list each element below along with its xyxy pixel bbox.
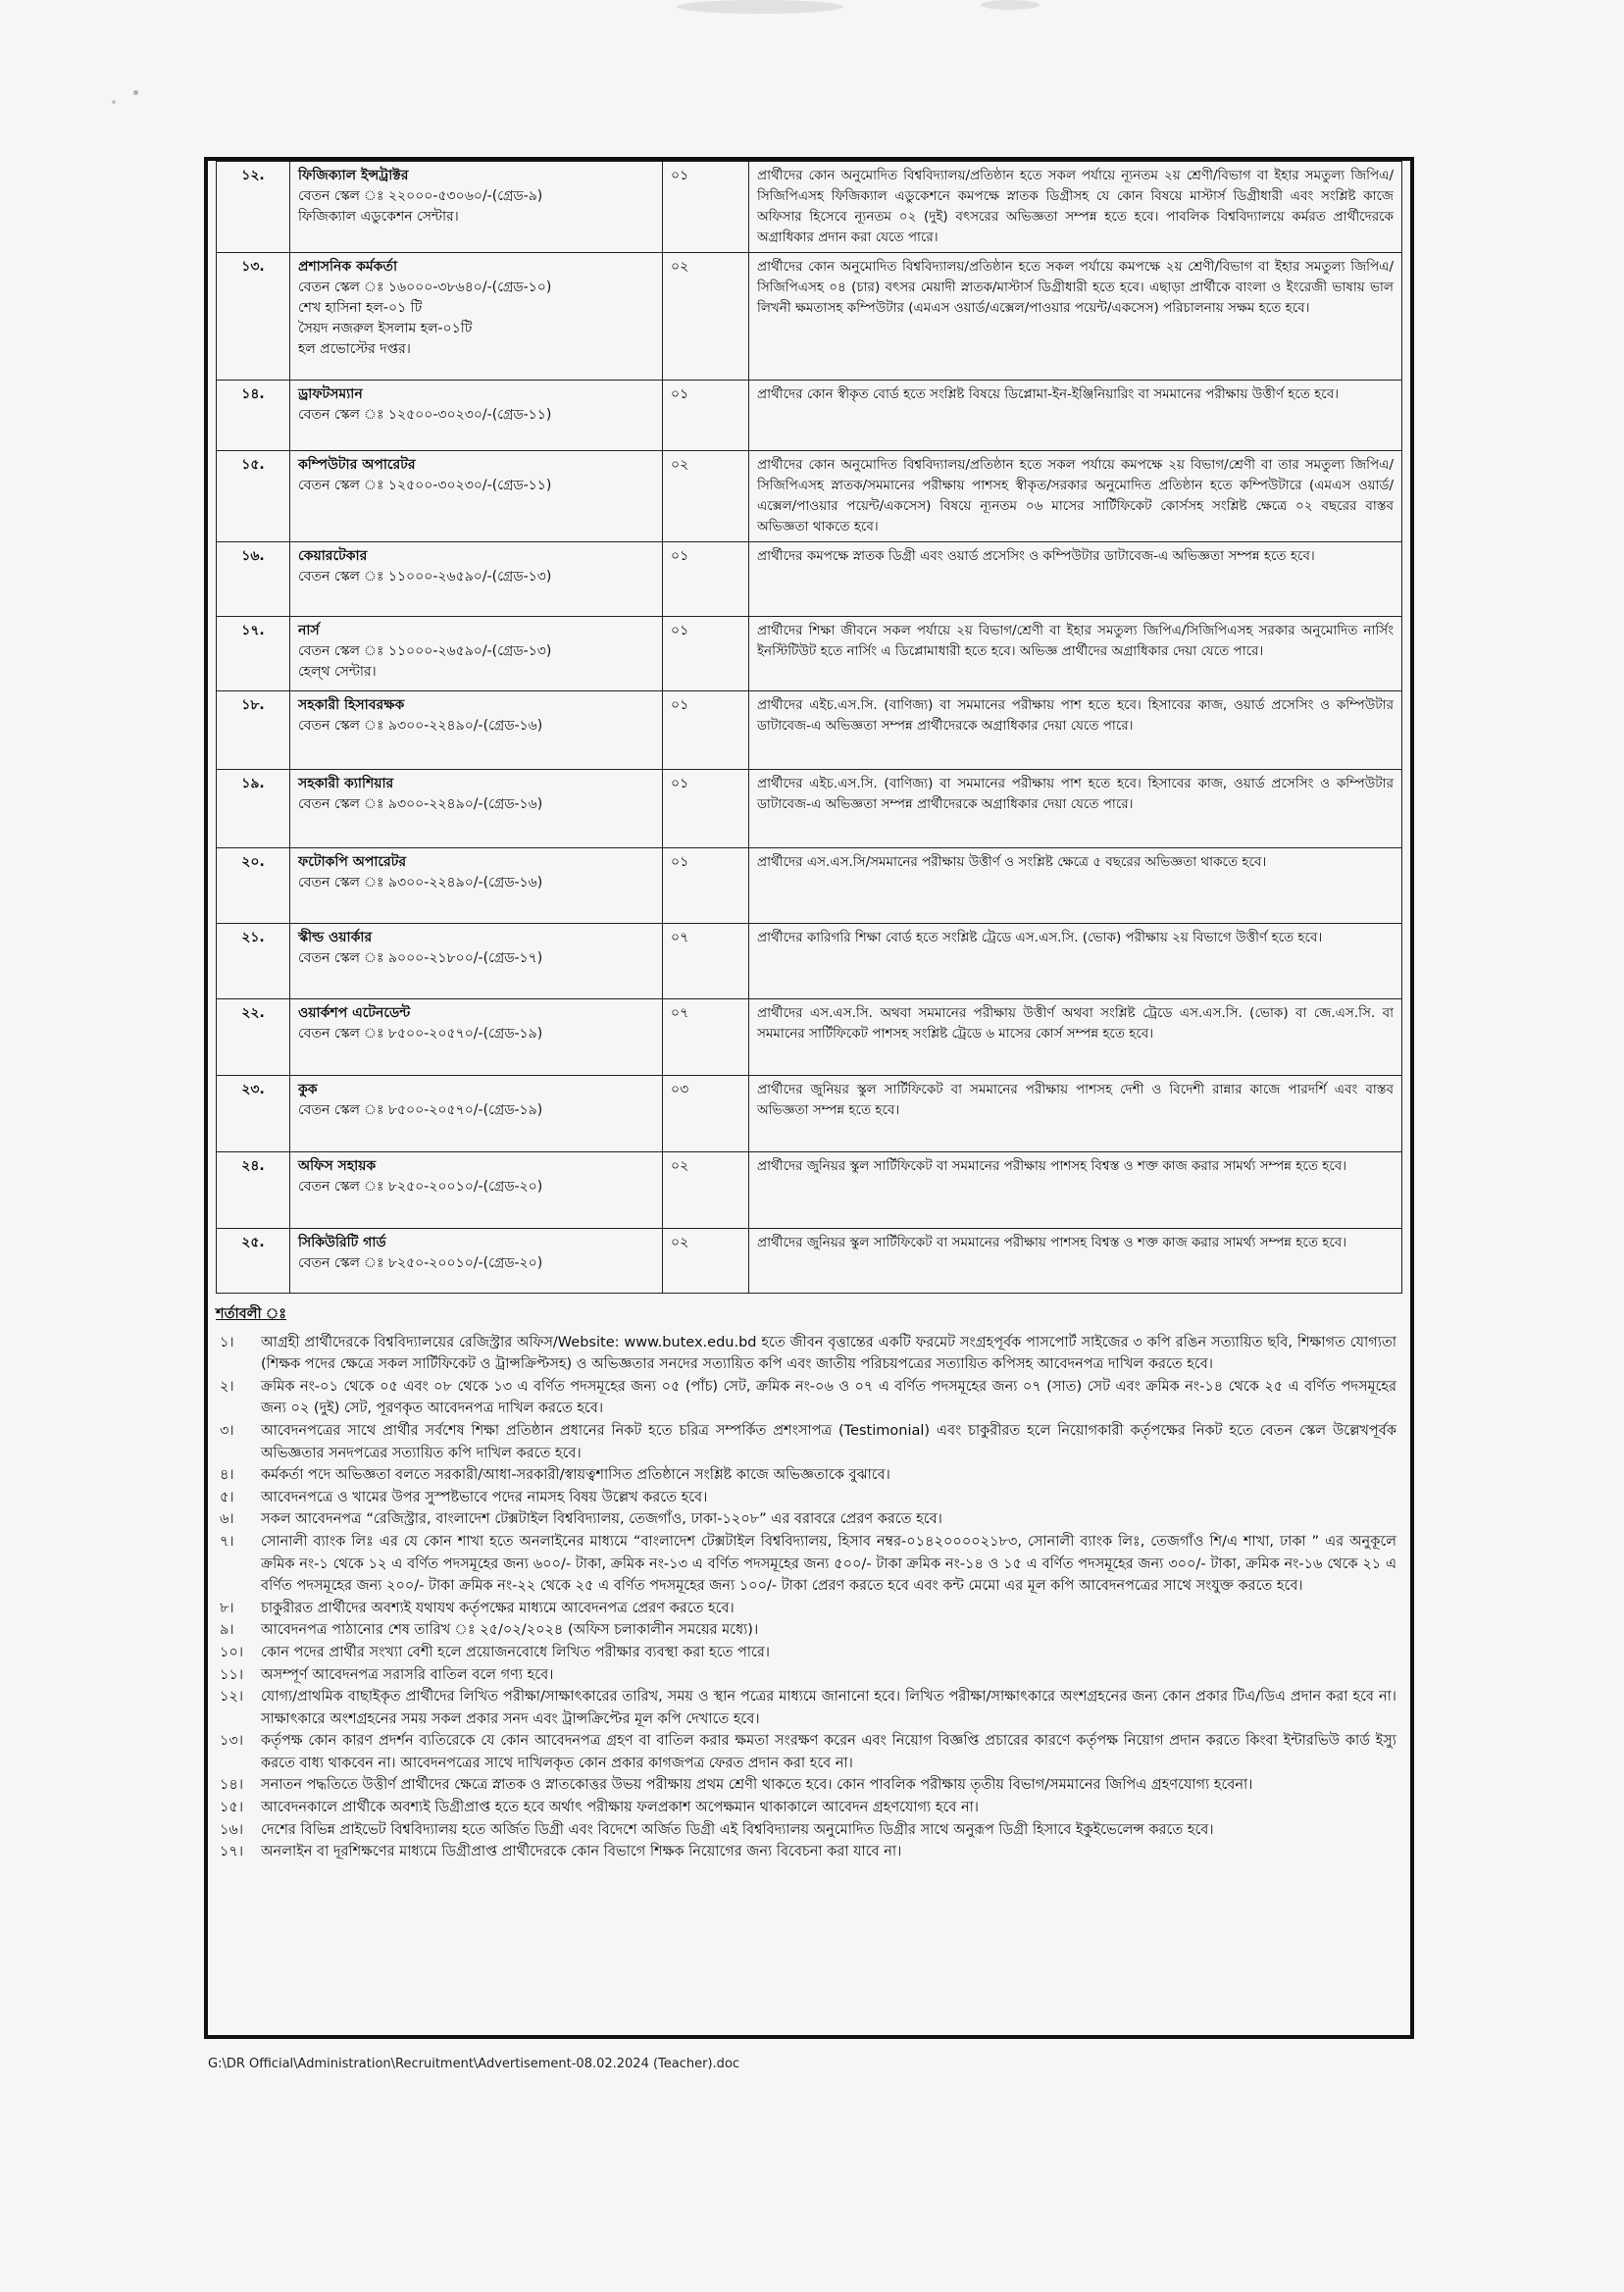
post-requirement: প্রার্থীদের কমপক্ষে স্নাতক ডিগ্রী এবং ওয়ার্ড প্রসেসিং ও কম্পিউটার ডাটাবেজ-এ অভিজ্ঞতা সম্পন্ন হতে হবে।	[749, 542, 1402, 617]
term-number: ৭।	[220, 1533, 234, 1550]
term-text: আগ্রহী প্রার্থীদেরকে বিশ্ববিদ্যালয়ের রেজিস্ট্রার অফিস/Website: www.butex.edu.bd হতে জীবন বৃত্তান্তের একটি ফরমেট সংগ্রহপূর্বক পাসপোর্ট সাইজের ৩ কপি রঙিন সত্যায়িত ছবি, শিক্ষাগত যোগ্যতা (শিক্ষক পদের ক্ষেত্রে সকল সার্টিফিকেট ও ট্রান্সক্রিপ্টসহ) ও অভিজ্ঞতার সনদের সত্যায়িত কপি এবং জাতীয় পরিচয়পত্রের সত্যায়িত কপিসহ আবেদনপত্র দাখিল করতে হবে।	[261, 1334, 1396, 1373]
post-detail-line: বেতন স্কেল ঃ ৯০০০-২১৮০০/-(গ্রেড-১৭)	[298, 950, 543, 966]
post-serial: ১৮.	[217, 691, 290, 770]
post-title: ওয়ার্কশপ এটেনডেন্ট	[298, 1005, 411, 1021]
post-cell	[290, 451, 663, 542]
post-title: ড্রাফটসম্যান	[298, 386, 363, 402]
term-number: ১৭।	[220, 1844, 244, 1860]
table-row	[217, 542, 1402, 617]
post-requirement: প্রার্থীদের জুনিয়র স্কুল সার্টিফিকেট বা সমমানের পরীক্ষায় পাশসহ বিশ্বস্ত ও শক্ত কাজ করার সামর্থ্য সম্পন্ন হতে হবে।	[749, 1229, 1402, 1294]
term-item	[216, 1642, 1402, 1664]
post-count: ০১	[663, 542, 749, 617]
table-row	[217, 999, 1402, 1076]
post-cell	[290, 253, 663, 381]
post-serial: ২৫.	[217, 1229, 290, 1294]
post-serial: ১৩.	[217, 253, 290, 381]
post-cell	[290, 770, 663, 848]
post-title: নার্স	[298, 623, 320, 638]
term-item	[216, 1420, 1402, 1464]
post-serial: ২২.	[217, 999, 290, 1076]
post-serial: ১২.	[217, 162, 290, 253]
term-text: চাকুরীরত প্রার্থীদের অবশ্যই যথাযথ কর্তৃপক্ষের মাধ্যমে আবেদনপত্র প্রেরণ করতে হবে।	[261, 1600, 735, 1616]
term-number: ৯।	[220, 1622, 234, 1639]
term-text: সনাতন পদ্ধতিতে উত্তীর্ণ প্রার্থীদের ক্ষেত্রে স্নাতক ও স্নাতকোত্তর উভয় পরীক্ষায় প্রথম শ্রেণী থাকতে হবে। কোন পাবলিক পরীক্ষায় তৃতীয় বিভাগ/সমমানের জিপিএ গ্রহণযোগ্য হবেনা।	[261, 1777, 1253, 1794]
post-detail-line: বেতন স্কেল ঃ ৮২৫০-২০০১০/-(গ্রেড-২০)	[298, 1179, 543, 1195]
post-cell	[290, 542, 663, 617]
post-count: ০২	[663, 451, 749, 542]
post-detail-line: হল প্রভোস্টের দপ্তর।	[298, 341, 411, 357]
term-number: ১৫।	[220, 1800, 244, 1816]
post-serial: ১৪.	[217, 381, 290, 451]
post-serial: ২১.	[217, 924, 290, 999]
post-title: প্রশাসনিক কর্মকর্তা	[298, 259, 397, 275]
post-cell	[290, 162, 663, 253]
post-serial: ১৯.	[217, 770, 290, 848]
term-item	[216, 1487, 1402, 1509]
post-detail-line: বেতন স্কেল ঃ ৮২৫০-২০০১০/-(গ্রেড-২০)	[298, 1255, 543, 1271]
term-text: কোন পদের প্রার্থীর সংখ্যা বেশী হলে প্রয়োজনবোধে লিখিত পরীক্ষার ব্যবস্থা করা হতে পারে।	[261, 1644, 770, 1660]
table-row	[217, 770, 1402, 848]
post-count: ০২	[663, 1229, 749, 1294]
post-requirement: প্রার্থীদের কোন অনুমোদিত বিশ্ববিদ্যালয়/প্রতিষ্ঠান হতে সকল পর্যায়ে ন্যূনতম ২য় শ্রেণী/বিভাগ বা ইহার সমতুল্য জিপিএ/সিজিপিএসহ ফিজিক্যাল এডুকেশনে কমপক্ষে স্নাতক ডিগ্রীসহ যে কোন বিষয়ে মাস্টার্স ডিগ্রীধারী এবং সংশ্লিষ্ট কাজে অফিসার হিসেবে ন্যূনতম ০২ (দুই) বৎসরের অভিজ্ঞতা সম্পন্ন হতে হবে। পাবলিক বিশ্ববিদ্যালয়ে কর্মরত প্রার্থীদেরকে অগ্রাধিকার প্রদান করা যেতে পারে।	[749, 162, 1402, 253]
scan-smudge	[133, 90, 138, 95]
post-title: সহকারী ক্যাশিয়ার	[298, 776, 394, 791]
table-row	[217, 162, 1402, 253]
post-count: ০৭	[663, 999, 749, 1076]
term-item	[216, 1819, 1402, 1842]
term-text: আবেদনপত্র পাঠানোর শেষ তারিখ ঃ ২৫/০২/২০২৪ (অফিস চলাকালীন সময়ের মধ্যে)।	[261, 1622, 759, 1639]
posts-table	[216, 161, 1402, 1294]
term-number: ১১।	[220, 1666, 244, 1683]
post-title: কম্পিউটার অপারেটর	[298, 457, 416, 473]
post-detail-line: বেতন স্কেল ঃ ৮৫০০-২০৫৭০/-(গ্রেড-১৯)	[298, 1102, 543, 1118]
post-cell	[290, 1152, 663, 1229]
post-title: কেয়ারটেকার	[298, 548, 368, 564]
term-item	[216, 1598, 1402, 1620]
scan-smudge	[677, 0, 843, 14]
table-row	[217, 1076, 1402, 1152]
term-text: অসম্পূর্ণ আবেদনপত্র সরাসরি বাতিল বলে গণ্য হবে।	[261, 1666, 554, 1683]
post-detail-line: বেতন স্কেল ঃ ১১০০০-২৬৫৯০/-(গ্রেড-১৩)	[298, 569, 552, 585]
term-item	[216, 1619, 1402, 1642]
post-requirement: প্রার্থীদের কোন অনুমোদিত বিশ্ববিদ্যালয়/প্রতিষ্ঠান হতে সকল পর্যায়ে কমপক্ষে ২য় বিভাগ/শ্রেণী বা তার সমতুল্য জিপিএ/সিজিপিএসহ স্নাতক/সমমানের পরীক্ষায় পাশসহ স্বীকৃত/সরকার অনুমোদিত প্রতিষ্ঠান হতে কম্পিউটারে (এমএস ওয়ার্ড/এক্সেল/পাওয়ার পয়েন্ট/একসেস) বিষয়ে ন্যূনতম ০৬ মাসের সার্টিফিকেট কোর্সসহ সংশ্লিষ্ট ক্ষেত্রে ০২ বছরের বাস্তব অভিজ্ঞতা থাকতে হবে।	[749, 451, 1402, 542]
term-text: আবেদনপত্রের সাথে প্রার্থীর সর্বশেষ শিক্ষা প্রতিষ্ঠান প্রধানের নিকট হতে চরিত্র সম্পর্কিত প্রশংসাপত্র (Testimonial) এবং চাকুরীরত হলে নিয়োগকারী কর্তৃপক্ষের নিকট হতে বেতন স্কেল উল্লেখপূর্বক অভিজ্ঞতার সনদপত্রের সত্যায়িত কপি দাখিল করতে হবে।	[261, 1422, 1396, 1461]
post-serial: ২০.	[217, 848, 290, 924]
post-count: ০২	[663, 253, 749, 381]
post-count: ০২	[663, 1152, 749, 1229]
post-detail-line: হেল্থ সেন্টার।	[298, 664, 377, 680]
term-number: ১।	[220, 1334, 234, 1350]
post-detail-line: বেতন স্কেল ঃ ১৬০০০-৩৮৬৪০/-(গ্রেড-১০)	[298, 280, 552, 295]
post-title: সহকারী হিসাবরক্ষক	[298, 697, 405, 713]
term-number: ৩।	[220, 1422, 234, 1439]
term-item	[216, 1464, 1402, 1487]
term-item	[216, 1841, 1402, 1863]
terms-section	[216, 1303, 1402, 1863]
post-detail-line: বেতন স্কেল ঃ ৯৩০০-২২৪৯০/-(গ্রেড-১৬)	[298, 718, 543, 734]
post-detail-line: সৈয়দ নজরুল ইসলাম হল-০১টি	[298, 321, 473, 336]
post-title: স্কীল্ড ওয়ার্কার	[298, 930, 373, 945]
table-row	[217, 381, 1402, 451]
post-requirement: প্রার্থীদের শিক্ষা জীবনে সকল পর্যায়ে ২য় বিভাগ/শ্রেণী বা ইহার সমতুল্য জিপিএ/সিজিপিএসহ সরকার অনুমোদিত নার্সিং ইনস্টিটিউট হতে নার্সিং এ ডিপ্লোমাধারী হতে হবে। অভিজ্ঞ প্রার্থীদের অগ্রাধিকার দেয়া যেতে পারে।	[749, 617, 1402, 691]
post-title: ফিজিক্যাল ইন্সট্রাক্টর	[298, 168, 409, 183]
terms-heading: শর্তাবলী ঃ	[216, 1306, 287, 1322]
post-detail-line: বেতন স্কেল ঃ ৮৫০০-২০৫৭০/-(গ্রেড-১৯)	[298, 1026, 543, 1042]
post-count: ০১	[663, 617, 749, 691]
term-number: ৬।	[220, 1511, 234, 1528]
post-cell	[290, 1076, 663, 1152]
term-text: কর্মকর্তা পদে অভিজ্ঞতা বলতে সরকারী/আধা-সরকারী/স্বায়ত্বশাসিত প্রতিষ্ঠানে সংশ্লিষ্ট কাজে অভিজ্ঞতাকে বুঝাবে।	[261, 1467, 890, 1484]
term-item	[216, 1774, 1402, 1797]
post-serial: ২৩.	[217, 1076, 290, 1152]
post-requirement: প্রার্থীদের এস.এস.সি/সমমানের পরীক্ষায় উত্তীর্ণ ও সংশ্লিষ্ট ক্ষেত্রে ৫ বছরের অভিজ্ঞতা থাকতে হবে।	[749, 848, 1402, 924]
post-title: ফটোকপি অপারেটর	[298, 854, 407, 870]
scan-smudge	[112, 100, 116, 104]
post-cell	[290, 848, 663, 924]
table-row	[217, 924, 1402, 999]
post-title: অফিস সহায়ক	[298, 1158, 377, 1174]
term-text: আবেদনপত্রে ও খামের উপর সুস্পষ্টভাবে পদের নামসহ বিষয় উল্লেখ করতে হবে।	[261, 1489, 708, 1505]
post-serial: ২৪.	[217, 1152, 290, 1229]
term-text: কর্তৃপক্ষ কোন কারণ প্রদর্শন ব্যতিরেকে যে কোন আবেদনপত্র গ্রহণ বা বাতিল করার ক্ষমতা সংরক্ষণ করেন এবং নিয়োগ বিজ্ঞপ্তি প্রচারের কারণে কর্তৃপক্ষ নিয়োগ প্রদান করতে কিংবা ইন্টারভিউ কার্ড ইস্যু করতে বাধ্য থাকবেন না। আবেদনপত্রের সাথে দাখিলকৃত কোন প্রকার কাগজপত্র ফেরত প্রদান করা হবে না।	[261, 1733, 1396, 1771]
term-number: ৮।	[220, 1600, 234, 1616]
post-detail-line: বেতন স্কেল ঃ ৯৩০০-২২৪৯০/-(গ্রেড-১৬)	[298, 796, 543, 812]
term-item	[216, 1508, 1402, 1531]
post-cell	[290, 617, 663, 691]
post-cell	[290, 381, 663, 451]
term-item	[216, 1376, 1402, 1420]
post-requirement: প্রার্থীদের এইচ.এস.সি. (বাণিজ্য) বা সমমানের পরীক্ষায় পাশ হতে হবে। হিসাবের কাজ, ওয়ার্ড প্রসেসিং ও কম্পিউটার ডাটাবেজ-এ অভিজ্ঞতা সম্পন্ন প্রার্থীদেরকে অগ্রাধিকার দেয়া যেতে পারে।	[749, 770, 1402, 848]
post-count: ০১	[663, 691, 749, 770]
term-item	[216, 1332, 1402, 1376]
document-frame	[204, 157, 1414, 2039]
post-requirement: প্রার্থীদের জুনিয়র স্কুল সার্টিফিকেট বা সমমানের পরীক্ষায় পাশসহ দেশী ও বিদেশী রান্নার কাজে পারদর্শি এবং বাস্তব অভিজ্ঞতা সম্পন্ন হতে হবে।	[749, 1076, 1402, 1152]
post-count: ০১	[663, 770, 749, 848]
post-count: ০১	[663, 848, 749, 924]
post-cell	[290, 999, 663, 1076]
table-row	[217, 253, 1402, 381]
post-detail-line: বেতন স্কেল ঃ ১২৫০০-৩০২৩০/-(গ্রেড-১১)	[298, 407, 552, 423]
post-title: সিকিউরিটি গার্ড	[298, 1235, 386, 1250]
term-number: ১০।	[220, 1644, 244, 1660]
file-path-footer: G:\DR Official\Administration\Recruitment\Advertisement-08.02.2024 (Teacher).doc	[208, 2057, 740, 2071]
post-detail-line: বেতন স্কেল ঃ ২২০০০-৫৩০৬০/-(গ্রেড-৯)	[298, 188, 543, 204]
post-count: ০৭	[663, 924, 749, 999]
post-serial: ১৬.	[217, 542, 290, 617]
term-item	[216, 1686, 1402, 1730]
term-item	[216, 1730, 1402, 1774]
scan-smudge	[981, 0, 1040, 10]
table-row	[217, 1152, 1402, 1229]
table-row	[217, 451, 1402, 542]
post-title: কুক	[298, 1082, 318, 1097]
term-number: ২।	[220, 1378, 234, 1395]
term-item	[216, 1531, 1402, 1598]
post-serial: ১৭.	[217, 617, 290, 691]
term-number: ১৩।	[220, 1733, 244, 1750]
term-text: আবেদনকালে প্রার্থীকে অবশ্যই ডিগ্রীপ্রাপ্ত হতে হবে অর্থাৎ পরীক্ষায় ফলপ্রকাশ অপেক্ষমান থাকাকালে আবেদন গ্রহণযোগ্য হবে না।	[261, 1800, 979, 1816]
term-text: অনলাইন বা দূরশিক্ষণের মাধ্যমে ডিগ্রীপ্রাপ্ত প্রার্থীদেরকে কোন বিভাগে শিক্ষক নিয়োগের জন্য বিবেচনা করা যাবে না।	[261, 1844, 902, 1860]
post-cell	[290, 691, 663, 770]
term-text: যোগ্য/প্রাথমিক বাছাইকৃত প্রার্থীদের লিখিত পরীক্ষা/সাক্ষাৎকারের তারিখ, সময় ও স্থান পত্রের মাধ্যমে জানানো হবে। লিখিত পরীক্ষা/সাক্ষাৎকারে অংশগ্রহনের জন্য কোন প্রকার টিএ/ডিএ প্রদান করা হবে না। সাক্ষাৎকারে অংশগ্রহনের সময় সকল প্রকার সনদ এবং ট্রান্সক্রিপ্টের মূল কপি দেখাতে হবে।	[261, 1689, 1396, 1727]
table-row	[217, 691, 1402, 770]
post-count: ০১	[663, 381, 749, 451]
post-detail-line: বেতন স্কেল ঃ ৯৩০০-২২৪৯০/-(গ্রেড-১৬)	[298, 875, 543, 891]
post-count: ০১	[663, 162, 749, 253]
post-serial: ১৫.	[217, 451, 290, 542]
post-detail-line: শেখ হাসিনা হল-০১ টি	[298, 300, 423, 316]
post-requirement: প্রার্থীদের এইচ.এস.সি. (বাণিজ্য) বা সমমানের পরীক্ষায় পাশ হতে হবে। হিসাবের কাজ, ওয়ার্ড প্রসেসিং ও কম্পিউটার ডাটাবেজ-এ অভিজ্ঞতা সম্পন্ন প্রার্থীদেরকে অগ্রাধিকার দেয়া যেতে পারে।	[749, 691, 1402, 770]
term-item	[216, 1797, 1402, 1819]
post-requirement: প্রার্থীদের কারিগরি শিক্ষা বোর্ড হতে সংশ্লিষ্ট ট্রেডে এস.এস.সি. (ভোক) পরীক্ষায় ২য় বিভাগে উত্তীর্ণ হতে হবে।	[749, 924, 1402, 999]
post-count: ০৩	[663, 1076, 749, 1152]
table-row	[217, 1229, 1402, 1294]
table-row	[217, 848, 1402, 924]
post-cell	[290, 1229, 663, 1294]
term-item	[216, 1664, 1402, 1687]
term-number: ১৪।	[220, 1777, 244, 1794]
term-number: ৪।	[220, 1467, 234, 1484]
term-text: সোনালী ব্যাংক লিঃ এর যে কোন শাখা হতে অনলাইনের মাধ্যমে “বাংলাদেশ টেক্সটাইল বিশ্ববিদ্যালয়, হিসাব নম্বর-০১৪২০০০০২১৮৩, সোনালী ব্যাংক লিঃ, তেজগাঁও শি/এ শাখা, ঢাকা ” এর অনুকূলে ক্রমিক নং-১ থেকে ১২ এ বর্ণিত পদসমূহের জন্য ৬০০/- টাকা, ক্রমিক নং-১৩ এ বর্ণিত পদসমূহের জন্য ৫০০/- টাকা ক্রমিক নং-১৪ ও ১৫ এ বর্ণিত পদসমূহের জন্য ৩০০/- টাকা, ক্রমিক নং-১৬ থেকে ২১ এ বর্ণিত পদসমূহের জন্য ২০০/- টাকা ক্রমিক নং-২২ থেকে ২৫ এ বর্ণিত পদসমূহের জন্য ১০০/- টাকা প্রেরণ করতে হবে এবং কন্ট মেমো এর মূল কপি আবেদনপত্রের সাথে সংযুক্ত করতে হবে।	[261, 1533, 1396, 1595]
term-number: ১৬।	[220, 1821, 244, 1838]
post-detail-line: বেতন স্কেল ঃ ১২৫০০-৩০২৩০/-(গ্রেড-১১)	[298, 478, 552, 493]
post-cell	[290, 924, 663, 999]
post-detail-line: বেতন স্কেল ঃ ১১০০০-২৬৫৯০/-(গ্রেড-১৩)	[298, 643, 552, 659]
term-text: ক্রমিক নং-০১ থেকে ০৫ এবং ০৮ থেকে ১৩ এ বর্ণিত পদসমূহের জন্য ০৫ (পাঁচ) সেট, ক্রমিক নং-০৬ ও ০৭ এ বর্ণিত পদসমূহের জন্য ০৭ (সাত) সেট এবং ক্রমিক নং-১৪ থেকে ২৫ এ বর্ণিত পদসমূহের জন্য ০২ (দুই) সেট, পূরণকৃত আবেদনপত্র দাখিল করতে হবে।	[261, 1378, 1396, 1417]
post-requirement: প্রার্থীদের জুনিয়র স্কুল সার্টিফিকেট বা সমমানের পরীক্ষায় পাশসহ বিশ্বস্ত ও শক্ত কাজ করার সামর্থ্য সম্পন্ন হতে হবে।	[749, 1152, 1402, 1229]
terms-list	[216, 1332, 1402, 1863]
post-requirement: প্রার্থীদের কোন অনুমোদিত বিশ্ববিদ্যালয়/প্রতিষ্ঠান হতে সকল পর্যায়ে কমপক্ষে ২য় শ্রেণী/বিভাগ বা ইহার সমতুল্য জিপিএ/সিজিপিএসহ ০৪ (চার) বৎসর মেয়াদী স্নাতক/মাস্টার্স ডিগ্রীধারী হতে হবে। এছাড়া প্রার্থীকে বাংলা ও ইংরেজী ভাষায় ভাল লিখনী ক্ষমতাসহ কম্পিউটার (এমএস ওয়ার্ড/এক্সেল/পাওয়ার পয়েন্ট/একসেস) পরিচালনায় সক্ষম হতে হবে।	[749, 253, 1402, 381]
post-requirement: প্রার্থীদের কোন স্বীকৃত বোর্ড হতে সংশ্লিষ্ট বিষয়ে ডিপ্লোমা-ইন-ইঞ্জিনিয়ারিং বা সমমানের পরীক্ষায় উত্তীর্ণ হতে হবে।	[749, 381, 1402, 451]
term-number: ১২।	[220, 1689, 244, 1706]
table-row	[217, 617, 1402, 691]
post-detail-line: ফিজিক্যাল এডুকেশন সেন্টার।	[298, 209, 459, 225]
term-text: দেশের বিভিন্ন প্রাইভেট বিশ্ববিদ্যালয় হতে অর্জিত ডিগ্রী এবং বিদেশে অর্জিত ডিগ্রী এই বিশ্ববিদ্যালয় অনুমোদিত ডিগ্রীর সাথে অনুরূপ ডিগ্রী হিসাবে ইকুইভেলেন্স করতে হবে।	[261, 1821, 1214, 1838]
term-number: ৫।	[220, 1489, 234, 1505]
post-requirement: প্রার্থীদের এস.এস.সি. অথবা সমমানের পরীক্ষায় উত্তীর্ণ অথবা সংশ্লিষ্ট ট্রেডে এস.এস.সি. (ভোক) বা জে.এস.সি. বা সমমানের সার্টিফিকেট পাশসহ সংশ্লিষ্ট ট্রেডে ৬ মাসের কোর্স সম্পন্ন হতে হবে।	[749, 999, 1402, 1076]
term-text: সকল আবেদনপত্র “রেজিস্ট্রার, বাংলাদেশ টেক্সটাইল বিশ্ববিদ্যালয়, তেজগাঁও, ঢাকা-১২০৮” এর বরাবরে প্রেরণ করতে হবে।	[261, 1511, 942, 1528]
